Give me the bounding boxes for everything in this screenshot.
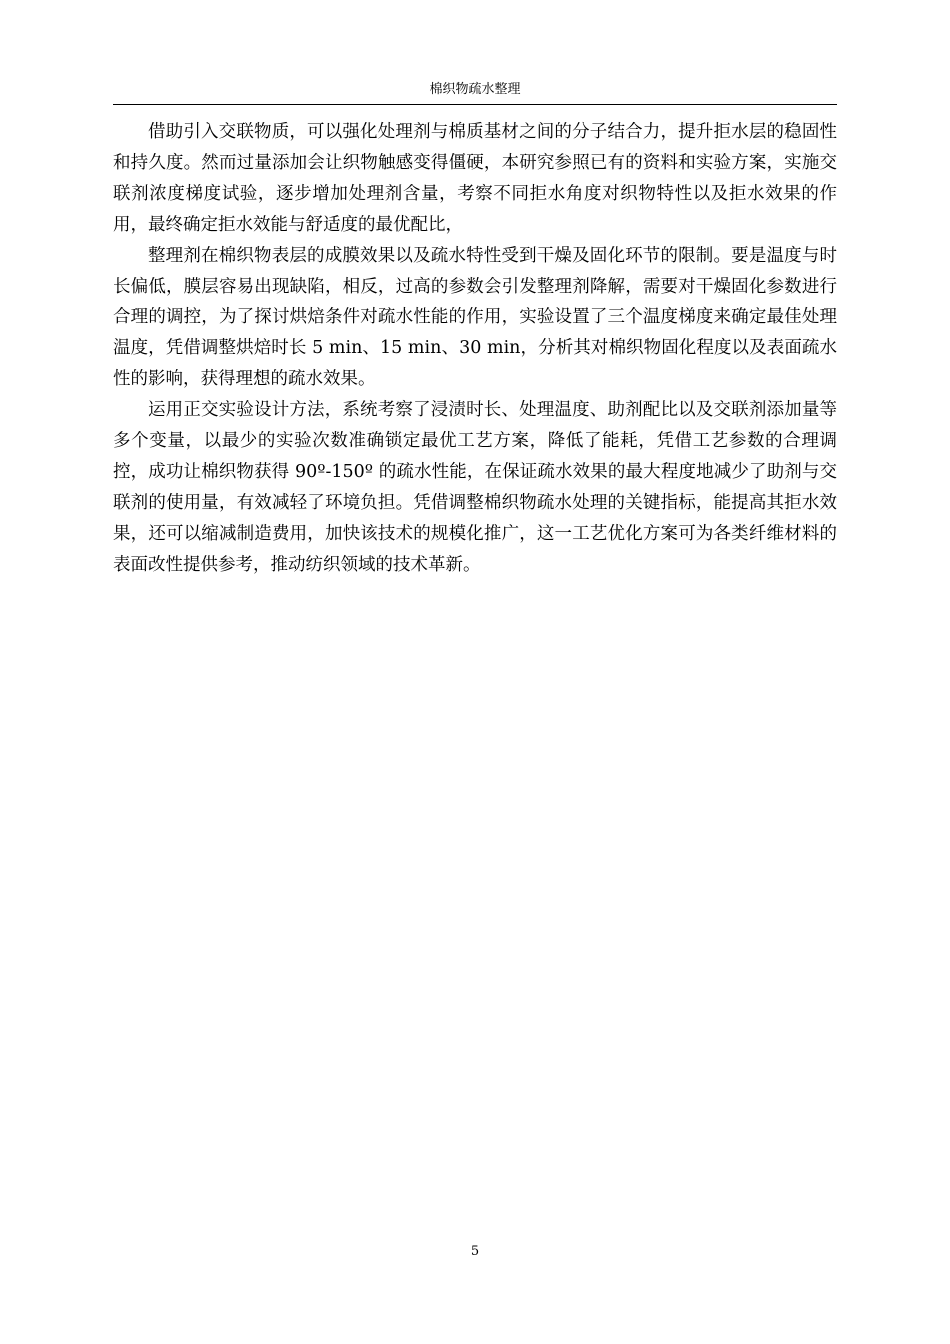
page-number: 5 xyxy=(470,1244,480,1259)
paragraph-curing-conditions: 整理剂在棉织物表层的成膜效果以及疏水特性受到干燥及固化环节的限制。要是温度与时长偏低，膜层容易出现缺陷，相反，过高的参数会引发整理剂降解，需要对干燥固化参数进行合理的调控，为了探讨烘焙条件对疏水性能的作用，实验设置了三个温度梯度来确定最佳处理温度，凭借调整烘焙时长 5 min、15 min、30 min，分析其对棉织物固化程度以及表面疏水性的影响，获得理想的疏水效果。 xyxy=(113,245,837,390)
paragraph-crosslinking: 借助引入交联物质，可以强化处理剂与棉质基材之间的分子结合力，提升拒水层的稳固性和持久度。然而过量添加会让织物触感变得僵硬，本研究参照已有的资料和实验方案，实施交联剂浓度梯度试验，逐步增加处理剂含量，考察不同拒水角度对织物特性以及拒水效果的作用，最终确定拒水效能与舒适度的最优配比， xyxy=(113,122,837,235)
running-header: 棉织物疏水整理 xyxy=(429,82,521,97)
paragraph-orthogonal-design: 运用正交实验设计方法，系统考察了浸渍时长、处理温度、助剂配比以及交联剂添加量等多个变量，以最少的实验次数准确锁定最优工艺方案，降低了能耗，凭借工艺参数的合理调控，成功让棉织物获得 90º-150º 的疏水性能，在保证疏水效果的最大程度地减少了助剂与交联剂的使用量，有效减轻了环境负担。凭借调整棉织物疏水处理的关键指标，能提高其拒水效果，还可以缩减制造费用，加快该技术的规模化推广，这一工艺优化方案可为各类纤维材料的表面改性提供参考，推动纺织领域的技术革新。 xyxy=(113,400,837,575)
header-divider xyxy=(113,104,837,105)
body-text xyxy=(113,117,837,581)
